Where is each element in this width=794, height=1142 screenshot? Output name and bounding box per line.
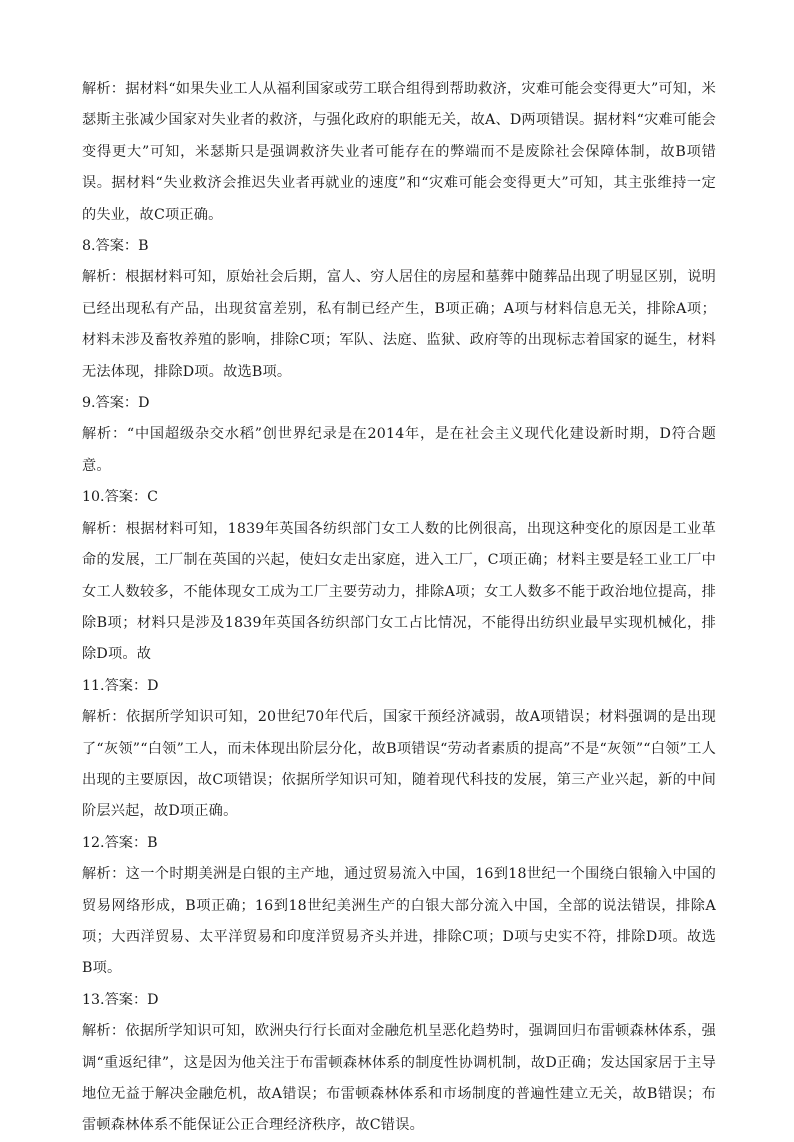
answer-block-7	[82, 74, 716, 231]
answer-label: 10.答案：C	[82, 489, 158, 506]
analysis-text: 解析：据材料“如果失业工人从福利国家或劳工联合组得到帮助救济，灾难可能会变得更大”可知，米瑟斯主张减少国家对失业者的救济，与强化政府的职能无关，故A、D两项错误。据材料“灾难可能会变得更大”可知，米瑟斯只是强调救济失业者可能存在的弊端而不是废除社会保障体制，故B项错误。据材料“失业救济会推迟失业者再就业的速度”和“灾难可能会变得更大”可知，其主张维持一定的失业，故C项正确。	[82, 81, 716, 223]
answer-block-8	[82, 231, 716, 388]
analysis-text: 解析：根据材料可知，1839年英国各纺织部门女工人数的比例很高，出现这种变化的原因是工业革命的发展，工厂制在英国的兴起，使妇女走出家庭，进入工厂，C项正确；材料主要是轻工业工厂中女工人数较多，不能体现女工成为工厂主要劳动力，排除A项；女工人数多不能于政治地位提高，排除B项；材料只是涉及1839年英国各纺织部门女工占比情况，不能得出纺织业最早实现机械化，排除D项。故	[82, 520, 716, 663]
analysis-text: 解析：根据材料可知，原始社会后期，富人、穷人居住的房屋和墓葬中随葬品出现了明显区别，说明已经出现私有产品，出现贫富差别，私有制已经产生，B项正确；A项与材料信息无关，排除A项；材料未涉及畜牧养殖的影响，排除C项；军队、法庭、监狱、政府等的出现标志着国家的诞生，材料无法体现，排除D项。故选B项。	[82, 269, 716, 380]
analysis-text: 解析：这一个时期美洲是白银的主产地，通过贸易流入中国，16到18世纪一个围绕白银输入中国的贸易网络形成，B项正确；16到18世纪美洲生产的白银大部分流入中国，全部的说法错误，排除A项；大西洋贸易、太平洋贸易和印度洋贸易齐头并进，排除C项；D项与史实不符，排除D项。故选B项。	[82, 866, 716, 977]
answer-label: 9.答案：D	[82, 395, 150, 412]
answer-block-11	[82, 671, 716, 828]
answer-label: 8.答案：B	[82, 238, 149, 255]
answer-block-9	[82, 388, 716, 482]
answer-block-12	[82, 828, 716, 985]
analysis-text: 解析：依据所学知识可知，欧洲央行行长面对金融危机呈恶化趋势时，强调回归布雷顿森林体系，强调“重返纪律”，这是因为他关注于布雷顿森林体系的制度性协调机制，故D正确；发达国家居于主导地位无益于解决金融危机，故A错误；布雷顿森林体系和市场制度的普遍性建立无关，故B错误；布雷顿森林体系不能保证公正合理经济秩序，故C错误。	[82, 1023, 716, 1134]
answer-label: 11.答案：D	[82, 677, 159, 694]
answer-label: 12.答案：B	[82, 834, 158, 851]
answer-block-13	[82, 985, 716, 1142]
analysis-text: 解析：依据所学知识可知，20世纪70年代后，国家干预经济减弱，故A项错误；材料强调的是出现了“灰领”“白领”工人，而未体现出阶层分化，故B项错误“劳动者素质的提高”不是“灰领”“白领”工人出现的主要原因，故C项错误；依据所学知识可知，随着现代科技的发展，第三产业兴起，新的中间阶层兴起，故D项正确。	[82, 709, 716, 820]
answer-block-10	[82, 482, 716, 670]
answer-label: 13.答案：D	[82, 991, 159, 1008]
analysis-text: 解析：“中国超级杂交水稻”创世界纪录是在2014年，是在社会主义现代化建设新时期，D符合题意。	[82, 426, 716, 474]
